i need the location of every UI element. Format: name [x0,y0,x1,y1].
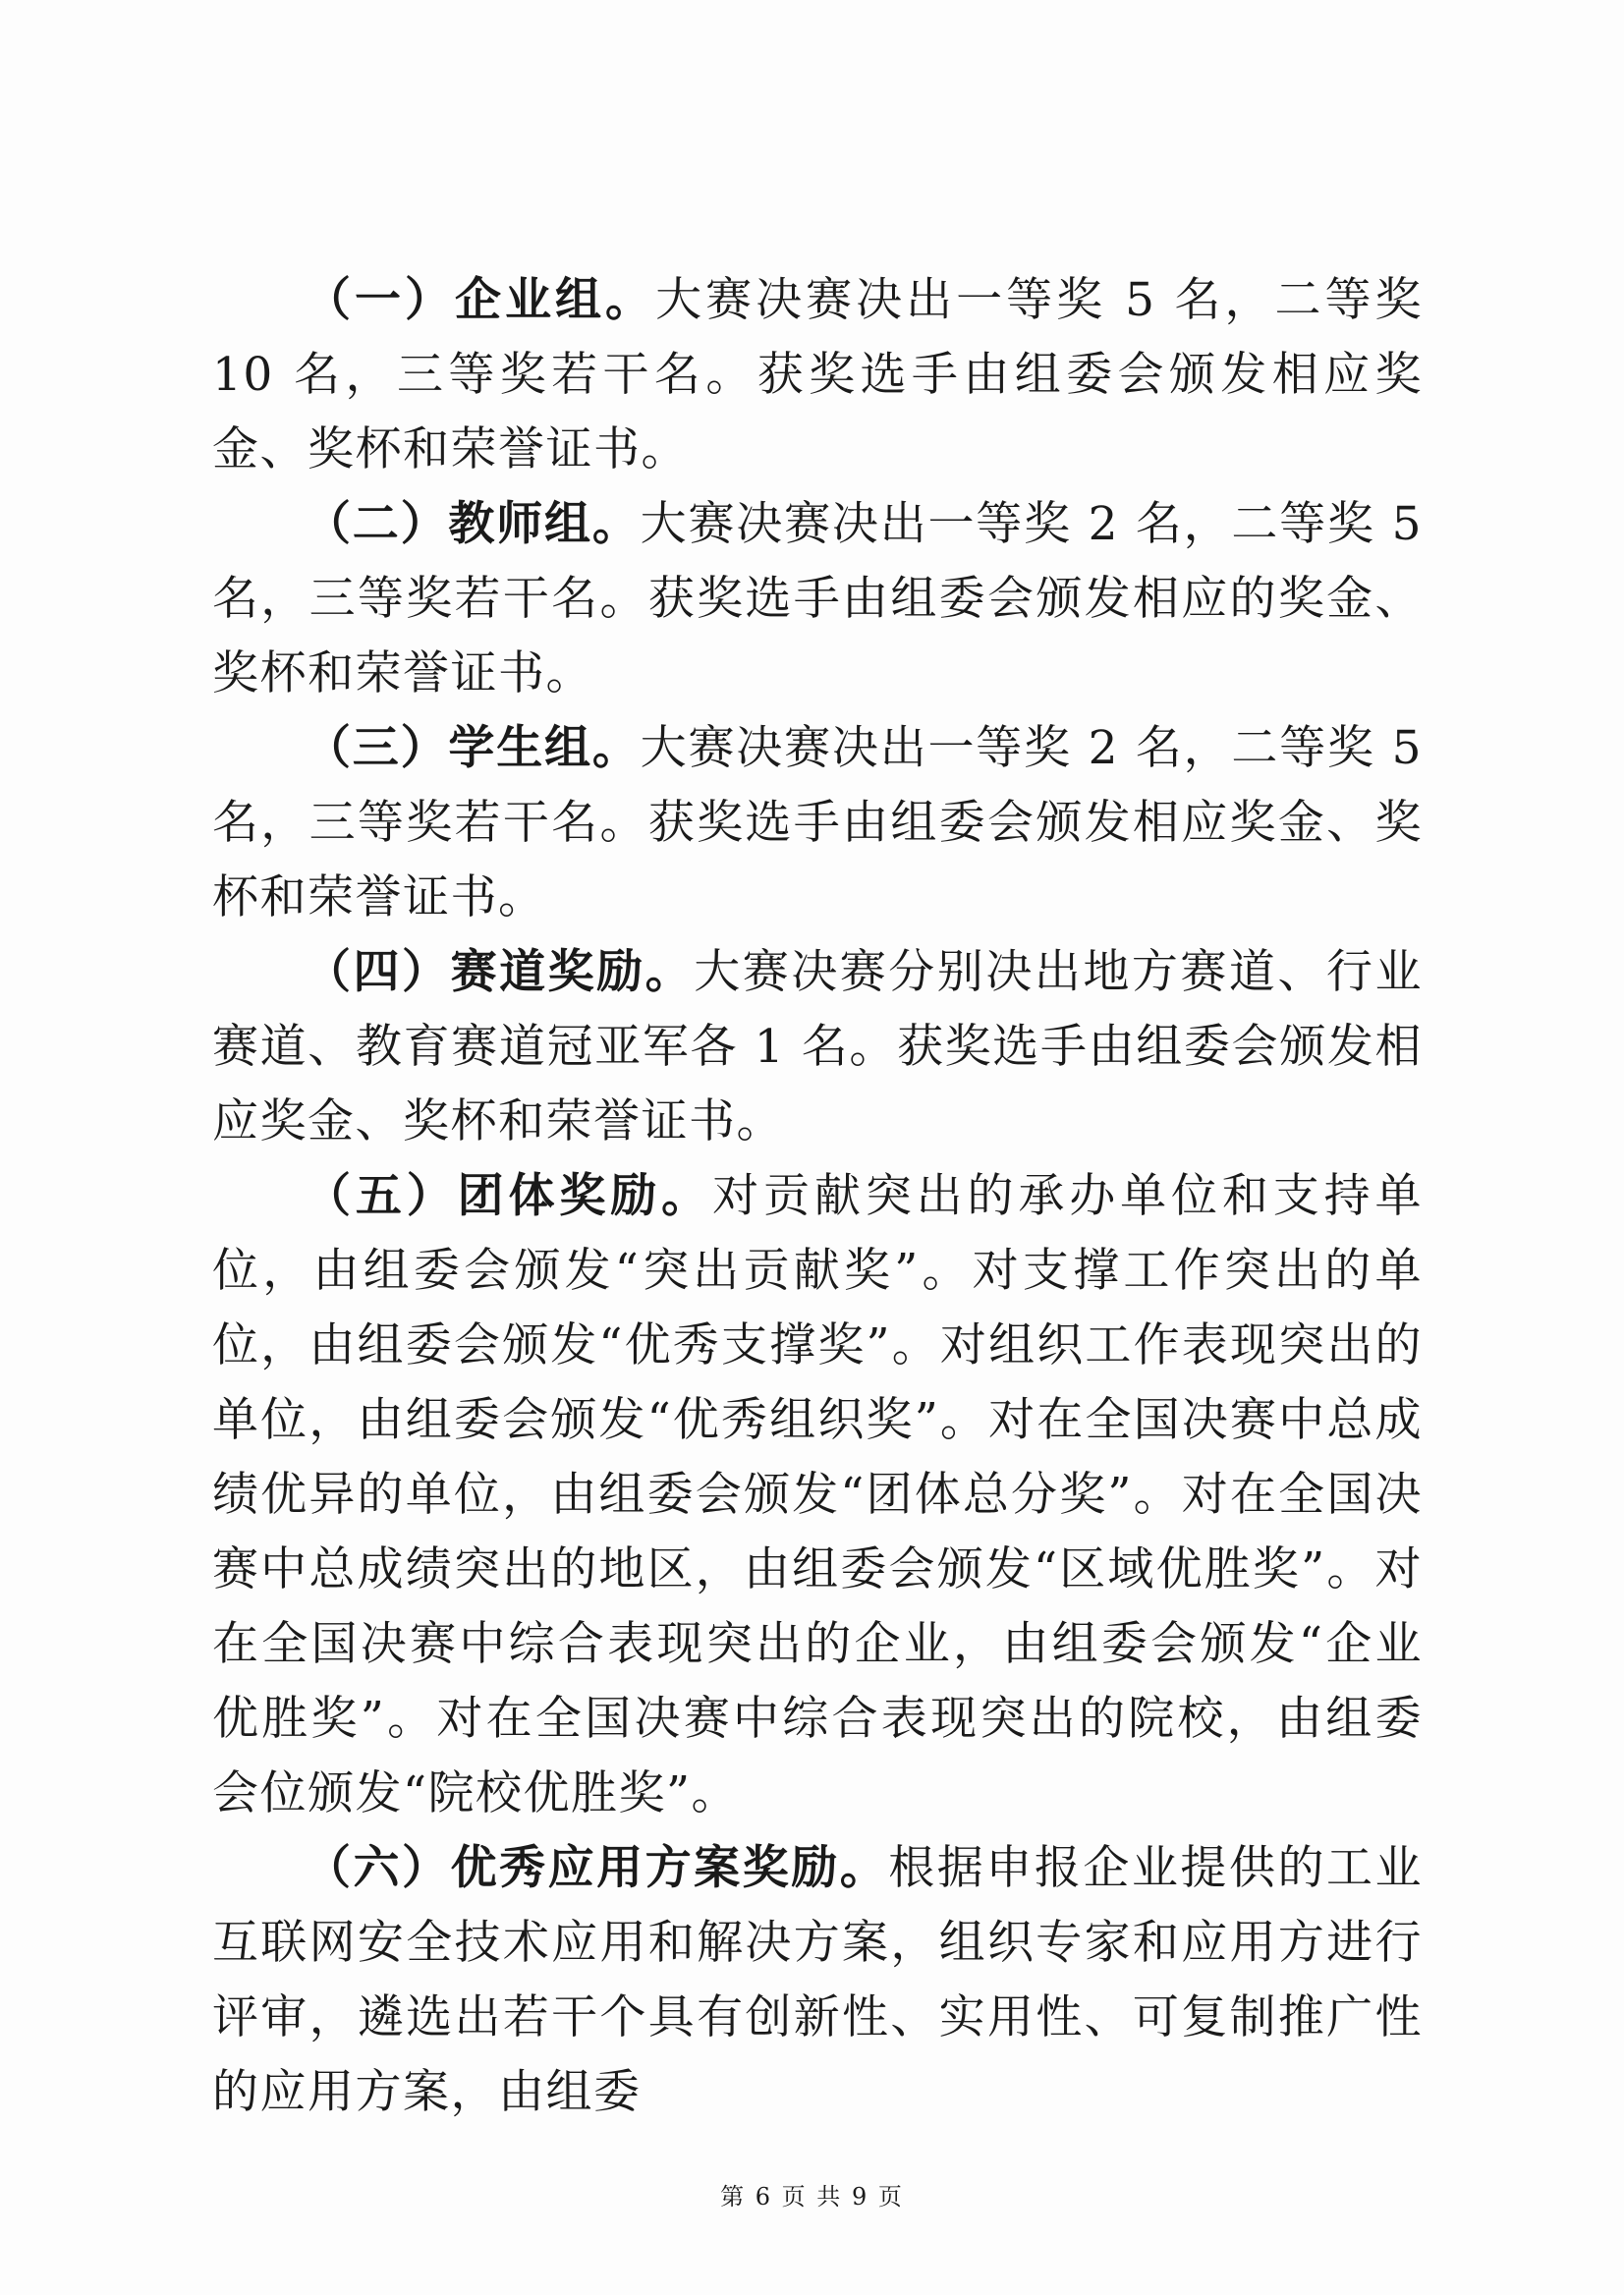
document-body [212,263,1423,2130]
paragraph-student-group [212,711,1423,935]
paragraph-text: 大赛决赛决出一等奖 2 名，二等奖 5 名，三等奖若干名。获奖选手由组委会颁发相应奖金、奖杯和荣誉证书。 [212,721,1424,924]
paragraph-text: 根据申报企业提供的工业互联网安全技术应用和解决方案，组织专家和应用方进行评审，遴选出若干个具有创新性、实用性、可复制推广性的应用方案，由组委 [212,1841,1424,2119]
paragraph-text: 对贡献突出的承办单位和支持单位，由组委会颁发“突出贡献奖”。对支撑工作突出的单位，由组委会颁发“优秀支撑奖”。对组织工作表现突出的单位，由组委会颁发“优秀组织奖”。对在全国决赛中总成绩优异的单位，由组委会颁发“团体总分奖”。对在全国决赛中总成绩突出的地区，由组委会颁发“区域优胜奖”。对在全国决赛中综合表现突出的企业，由组委会颁发“企业优胜奖”。对在全国决赛中综合表现突出的院校，由组委会位颁发“院校优胜奖”。 [212,1169,1424,1820]
paragraph-text: 大赛决赛决出一等奖 2 名，二等奖 5 名，三等奖若干名。获奖选手由组委会颁发相应的奖金、奖杯和荣誉证书。 [212,497,1424,700]
paragraph-heading: （一）企业组。 [305,273,656,327]
paragraph-team-awards [212,1159,1423,1831]
page-number: 第 6 页 共 9 页 [720,2183,904,2211]
paragraph-teacher-group [212,487,1423,711]
paragraph-heading: （三）学生组。 [305,721,641,775]
paragraph-solution-awards [212,1831,1423,2130]
paragraph-track-awards [212,935,1423,1159]
paragraph-text: 大赛决赛分别决出地方赛道、行业赛道、教育赛道冠亚军各 1 名。获奖选手由组委会颁发相应奖金、奖杯和荣誉证书。 [212,945,1424,1148]
paragraph-heading: （二）教师组。 [305,497,641,551]
paragraph-text: 大赛决赛决出一等奖 5 名，二等奖 10 名，三等奖若干名。获奖选手由组委会颁发相应奖金、奖杯和荣誉证书。 [212,273,1423,476]
paragraph-enterprise-group [212,263,1423,487]
paragraph-heading: （六）优秀应用方案奖励。 [305,1841,889,1895]
paragraph-heading: （四）赛道奖励。 [305,945,695,999]
paragraph-heading: （五）团体奖励。 [305,1169,713,1223]
